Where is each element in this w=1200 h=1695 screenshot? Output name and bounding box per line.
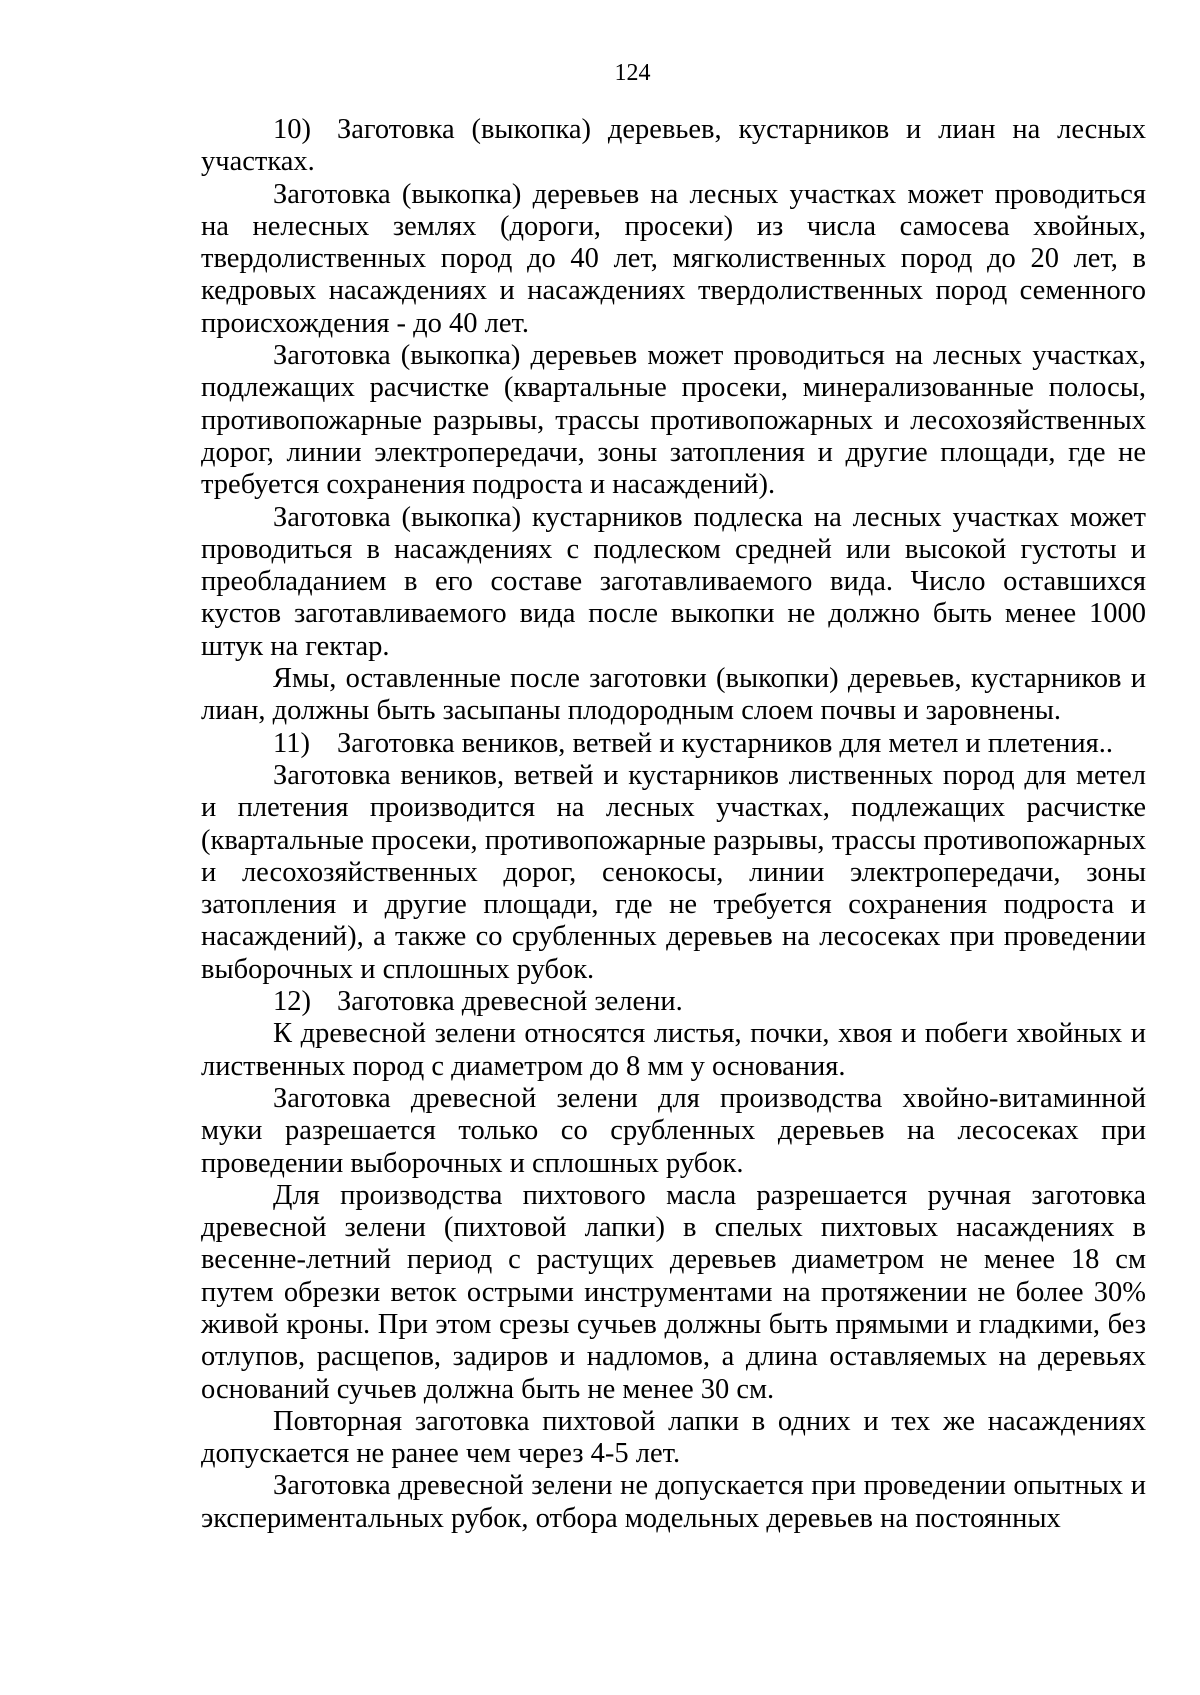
numbered-item xyxy=(201,114,1146,179)
paragraph: Заготовка древесной зелени не допускается при проведении опытных и экспериментальных рубок, отбора модельных деревьев на постоянных xyxy=(201,1470,1146,1534)
item-heading: Заготовка древесной зелени. xyxy=(337,986,683,1018)
item-number: 11) xyxy=(273,727,310,759)
paragraph: Заготовка древесной зелени для производства хвойно-витаминной муки разрешается только со срубленных деревьев на лесосеках при проведении выборочных и сплошных рубок. xyxy=(201,1082,1146,1179)
paragraph: Заготовка (выкопка) деревьев на лесных участках может проводиться на нелесных землях (дороги, просеки) из числа самосева хвойных, твердолиственных пород до 40 лет, мягколиственных пород до 20 лет, в кедровых насаждениях и насаждениях твердолиственных пород семенного происхождения - до 40 лет. xyxy=(201,178,1146,339)
document-body xyxy=(201,114,1146,1535)
item-heading: Заготовка (выкопка) деревьев, кустарников и лиан на лесных участках. xyxy=(201,114,1146,178)
paragraph: К древесной зелени относятся листья, почки, хвоя и побеги хвойных и лиственных пород с диаметром до 8 мм у основания. xyxy=(201,1018,1146,1082)
paragraph: Заготовка (выкопка) кустарников подлеска на лесных участках может проводиться в насаждениях с подлеском средней или высокой густоты и преобладанием в его составе заготавливаемого вида. Число оставшихся кустов заготавливаемого вида после выкопки не должно быть менее 1000 штук на гектар. xyxy=(201,501,1146,662)
page-number: 124 xyxy=(614,60,651,86)
numbered-item xyxy=(201,728,1146,760)
paragraph: Ямы, оставленные после заготовки (выкопки) деревьев, кустарников и лиан, должны быть засыпаны плодородным слоем почвы и заровнены. xyxy=(201,663,1146,727)
paragraph: Заготовка (выкопка) деревьев может проводиться на лесных участках, подлежащих расчистке (квартальные просеки, минерализованные полосы, противопожарные разрывы, трассы противопожарных и лесохозяйственных дорог, линии электропередачи, зоны затопления и другие площади, где не требуется сохранения подроста и насаждений). xyxy=(201,340,1146,501)
numbered-item xyxy=(201,986,1146,1018)
item-number: 12) xyxy=(273,986,311,1018)
item-number: 10) xyxy=(273,114,311,145)
paragraph: Для производства пихтового масла разрешается ручная заготовка древесной зелени (пихтовой лапки) в спелых пихтовых насаждениях в весенне-летний период с растущих деревьев диаметром не менее 18 см путем обрезки веток острыми инструментами на протяжении не более 30% живой кроны. При этом срезы сучьев должны быть прямыми и гладкими, без отлупов, расщепов, задиров и надломов, а длина оставляемых на деревьях оснований сучьев должна быть не менее 30 см. xyxy=(201,1179,1146,1405)
paragraph: Заготовка веников, ветвей и кустарников лиственных пород для метел и плетения производится на лесных участках, подлежащих расчистке (квартальные просеки, противопожарные разрывы, трассы противопожарных и лесохозяйственных дорог, сенокосы, линии электропередачи, зоны затопления и другие площади, где не требуется сохранения подроста и насаждений), а также со срубленных деревьев на лесосеках при проведении выборочных и сплошных рубок. xyxy=(201,759,1146,985)
paragraph: Повторная заготовка пихтовой лапки в одних и тех же насаждениях допускается не ранее чем через 4-5 лет. xyxy=(201,1405,1146,1470)
item-heading: Заготовка веников, ветвей и кустарников для метел и плетения.. xyxy=(337,727,1113,759)
